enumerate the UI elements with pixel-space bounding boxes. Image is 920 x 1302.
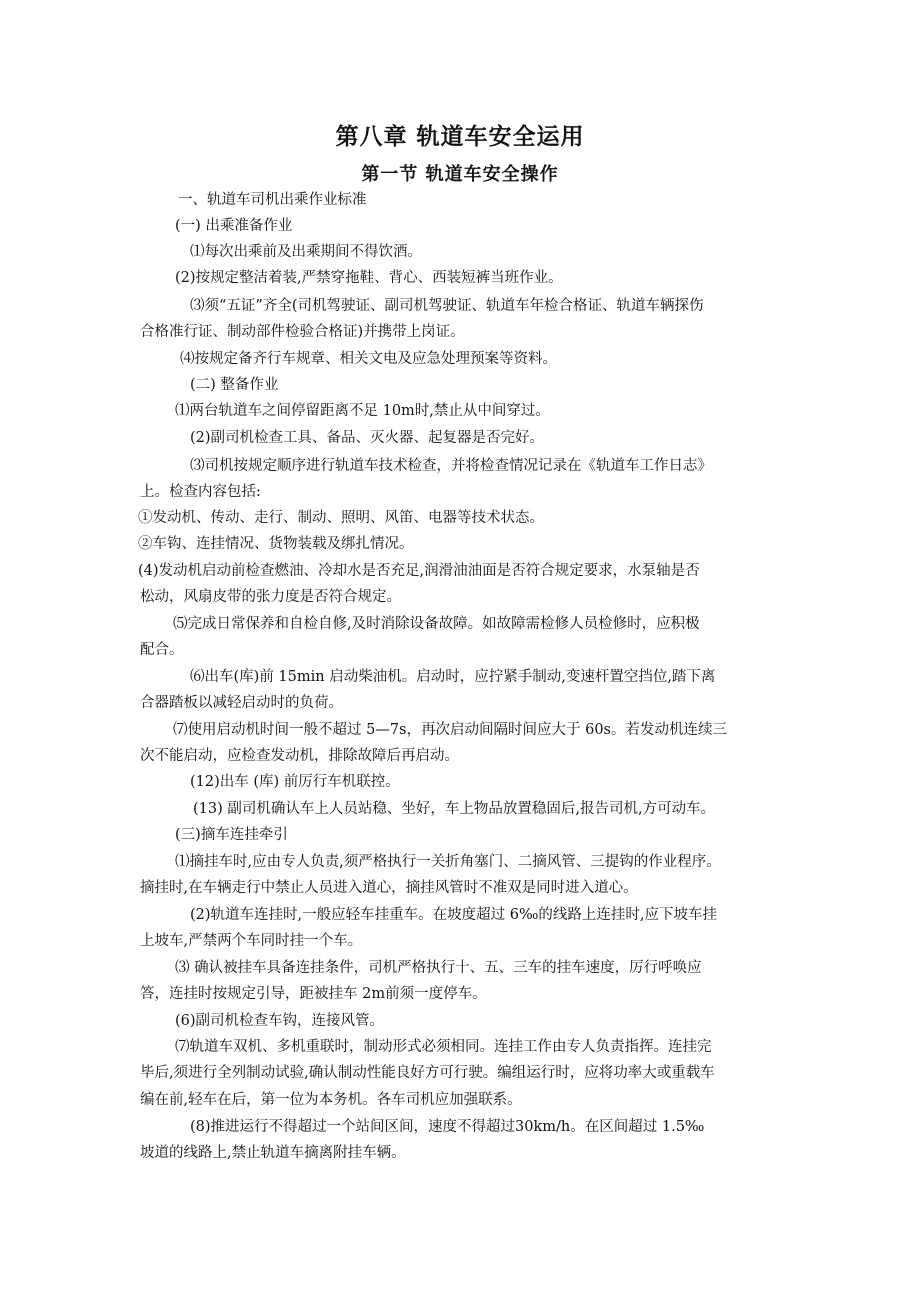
heading-driver-standard: 一、轨道车司机出乘作业标准 xyxy=(178,192,367,208)
paragraph-line: ⑺使用启动机时间一般不超过 5—7s，再次启动间隔时间应大于 60s。若发动机连续三 xyxy=(173,722,727,738)
paragraph-line: 次不能启动，应检查发动机，排除故障后再启动。 xyxy=(140,748,459,764)
paragraph-line: 摘挂时,在车辆走行中禁止人员进入道心，摘挂风管时不准双是同时进入道心。 xyxy=(140,880,638,896)
paragraph-line: ⑸完成日常保养和自检自修,及时消除设备故障。如故障需检修人员检修时，应积极 xyxy=(173,616,700,632)
chapter-title: 第八章 轨道车安全运用 xyxy=(335,124,585,150)
paragraph-line: 配合。 xyxy=(140,642,184,658)
paragraph-line: 答，连挂时按规定引导，距被挂车 2m前须一度停车。 xyxy=(140,986,487,1002)
paragraph-line: ⑴每次出乘前及出乘期间不得饮酒。 xyxy=(190,244,422,260)
paragraph-line: 编在前,轻车在后，第一位为本务机。各车司机应加强联系。 xyxy=(140,1092,522,1108)
paragraph-line: 毕后,须进行全列制动试验,确认制动性能良好方可行驶。编组运行时，应将功率大或重载车 xyxy=(140,1065,715,1081)
section-title: 第一节 轨道车安全操作 xyxy=(361,164,559,185)
paragraph-line: (2)轨道车连挂时,一般应轻车挂重车。在坡度超过 6‰的线路上连挂时,应下坡车挂 xyxy=(190,907,718,923)
paragraph-line: ①发动机、传动、走行、制动、照明、风笛、电器等技术状态。 xyxy=(138,510,544,526)
paragraph-line: 松动，风扇皮带的张力度是否符合规定。 xyxy=(140,589,401,605)
subheading-preparation: (一) 出乘准备作业 xyxy=(175,218,293,234)
paragraph-line: (13) 副司机确认车上人员站稳、坐好，车上物品放置稳固后,报告司机,方可动车。 xyxy=(193,801,716,817)
paragraph-line: ⑺轨道车双机、多机重联时，制动形式必须相同。连挂工作由专人负责指挥。连挂完 xyxy=(175,1039,712,1055)
paragraph-line: (2)按规定整洁着装,严禁穿拖鞋、背心、西装短裤当班作业。 xyxy=(175,270,563,286)
paragraph-line: ⑴两台轨道车之间停留距离不足 10m时,禁止从中间穿过。 xyxy=(175,403,550,419)
subheading-servicing: (二) 整备作业 xyxy=(190,377,279,393)
paragraph-line: 上。检查内容包括: xyxy=(140,484,261,500)
paragraph-line: ⑶须“五证”齐全(司机驾驶证、副司机驾驶证、轨道车年检合格证、轨道车辆探伤 xyxy=(190,298,704,314)
paragraph-line: ⑴摘挂车时,应由专人负责,须严格执行一关折角塞门、二摘风管、三提钩的作业程序。 xyxy=(175,854,721,870)
paragraph-line: ⑶司机按规定顺序进行轨道车技术检查，并将检查情况记录在《轨道车工作日志》 xyxy=(190,458,712,474)
paragraph-line: (8)推进运行不得超过一个站间区间，速度不得超过30km/h。在区间超过 1.5‰ xyxy=(190,1119,705,1135)
paragraph-line: ⑷按规定备齐行车规章、相关文电及应急处理预案等资料。 xyxy=(180,351,557,367)
paragraph-line: 上坡车,严禁两个车同时挂一个车。 xyxy=(140,933,363,949)
paragraph-line: 合器踏板以减轻启动时的负荷。 xyxy=(140,695,343,711)
paragraph-line: ⑹出车(库)前 15min 启动柴油机。启动时，应拧紧手制动,变速杆置空挡位,踏下离 xyxy=(190,669,716,685)
paragraph-line: (2)副司机检查工具、备品、灭火器、起复器是否完好。 xyxy=(190,430,545,446)
paragraph-line: 合格准行证、制动部件检验合格证)并携带上岗证。 xyxy=(140,324,465,340)
paragraph-line: (12)出车 (库) 前厉行车机联控。 xyxy=(190,774,400,790)
subheading-coupling: (三)摘车连挂牵引 xyxy=(175,827,288,843)
paragraph-line: ⑶ 确认被挂车具备连挂条件，司机严格执行十、五、三车的挂车速度，厉行呼唤应 xyxy=(175,960,702,976)
paragraph-line: (4)发动机启动前检查燃油、冷却水是否充足,润滑油油面是否符合规定要求，水泵轴是否 xyxy=(138,563,700,579)
paragraph-line: ②车钩、连挂情况、货物装载及绑扎情况。 xyxy=(138,536,414,552)
paragraph-line: 坡道的线路上,禁止轨道车摘离附挂车辆。 xyxy=(140,1145,406,1161)
paragraph-line: (6)副司机检查车钩，连接风管。 xyxy=(175,1013,385,1029)
